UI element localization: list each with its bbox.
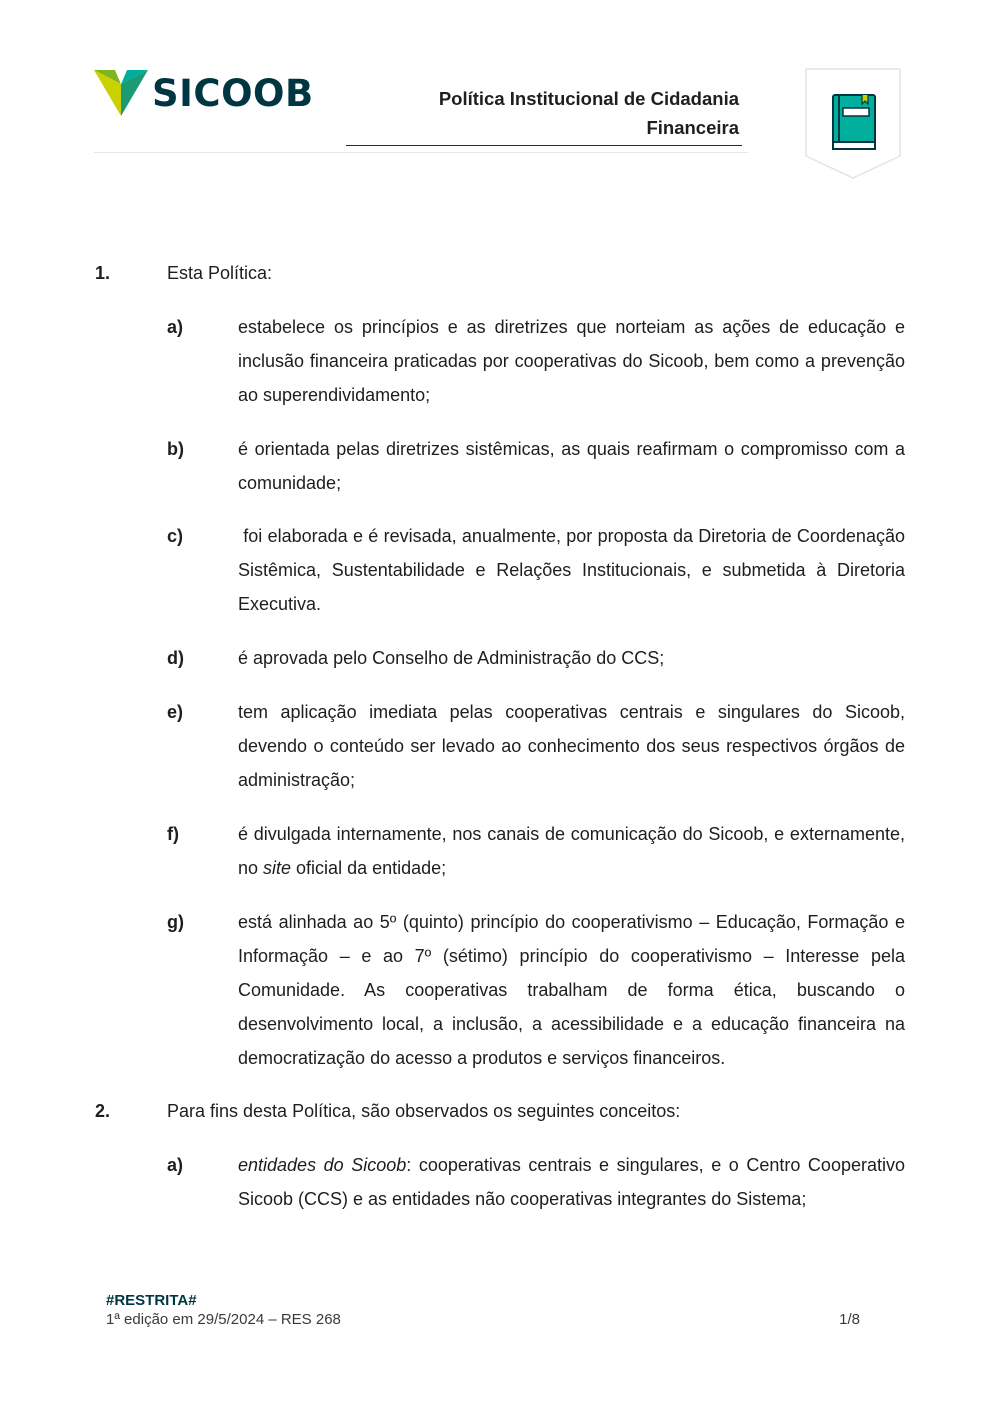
- item-text: foi elaborada e é revisada, anualmente, por proposta da Diretoria de Coordenação Sistêmica, Sustentabilidade e Relações Institucionais, e submetida à Diretoria Executiva.: [238, 526, 911, 614]
- item-letter: a): [167, 1155, 184, 1175]
- header-divider: [94, 152, 748, 153]
- item-letter: e): [167, 702, 184, 722]
- item-text: tem aplicação imediata pelas cooperativas centrais e singulares do Sicoob, devendo o conteúdo ser levado ao conhecimento dos seus respectivos órgãos de administração;: [238, 702, 905, 790]
- section-lead: Para fins desta Política, são observados os seguintes conceitos:: [167, 1101, 681, 1121]
- section-lead: Esta Política:: [167, 263, 273, 283]
- item-text: é divulgada internamente, nos canais de comunicação do Sicoob, e externamente, no site oficial da entidade;: [238, 824, 905, 878]
- item-text: é orientada pelas diretrizes sistêmicas, as quais reafirmam o compromisso com a comunidade;: [238, 439, 905, 493]
- book-icon: [833, 95, 875, 149]
- item-letter: c): [167, 526, 184, 546]
- item-letter: d): [167, 648, 184, 668]
- book-badge: [804, 68, 902, 185]
- section-number: 2.: [95, 1101, 111, 1121]
- document-title-line2: Financeira: [646, 117, 739, 138]
- item-text: está alinhada ao 5º (quinto) princípio do cooperativismo – Educação, Formação e Informação – e ao 7º (sétimo) princípio do cooperativismo – Interesse pela Comunidade. As cooperativas trabalham de forma ética, buscando o desenvolvimento local, a inclusão, a acessibilidade e a educação financeira na democratização do acesso a produtos e serviços financeiros.: [238, 912, 905, 1068]
- page-number: 1/8: [839, 1311, 860, 1328]
- item-text: entidades do Sicoob: cooperativas centrais e singulares, e o Centro Cooperativo Sicoob (CCS) e as entidades não cooperativas integrantes do Sistema;: [238, 1155, 905, 1209]
- sicoob-logo: [94, 68, 314, 118]
- classification-tag: #RESTRITA#: [106, 1292, 197, 1309]
- item-letter: f): [167, 824, 179, 844]
- item-letter: a): [167, 317, 184, 337]
- edition-info: 1ª edição em 29/5/2024 – RES 268: [106, 1311, 341, 1328]
- document-title: [319, 84, 739, 142]
- item-letter: b): [167, 439, 184, 459]
- sicoob-logo-icon: [94, 68, 148, 118]
- document-title-line1: Política Institucional de Cidadania: [438, 88, 739, 109]
- item-letter: g): [167, 912, 184, 932]
- logo-wordmark: SICOOB: [152, 71, 314, 115]
- section-number: 1.: [95, 263, 111, 283]
- title-underline: [346, 145, 742, 146]
- item-text: estabelece os princípios e as diretrizes que norteiam as ações de educação e inclusão financeira praticadas por cooperativas do Sicoob, bem como a prevenção ao superendividamento;: [238, 317, 905, 405]
- item-text: é aprovada pelo Conselho de Administração do CCS;: [238, 648, 665, 668]
